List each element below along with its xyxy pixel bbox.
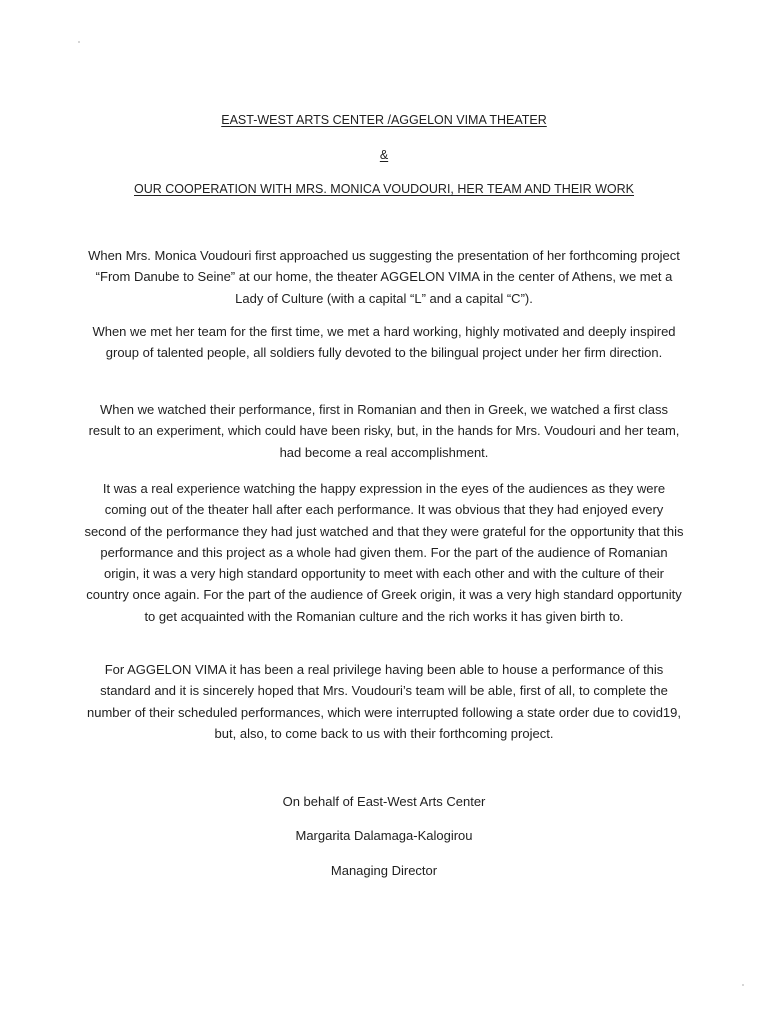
signature-name: Margarita Dalamaga-Kalogirou — [295, 828, 473, 843]
scan-speck — [78, 41, 80, 43]
heading-organization: EAST-WEST ARTS CENTER /AGGELON VIMA THEATER — [221, 113, 547, 127]
heading-subject: OUR COOPERATION WITH MRS. MONICA VOUDOURI, HER TEAM AND THEIR WORK — [133, 182, 635, 196]
scan-speck — [742, 984, 744, 986]
signature-title: Managing Director — [330, 863, 438, 878]
paragraph-team: When we met her team for the first time, we met a hard working, highly motivated and deeply inspired group of talented people, all soldiers fully devoted to the bilingual project under her firm direction. — [92, 324, 676, 361]
paragraph-audience: It was a real experience watching the happy expression in the eyes of the audiences as they were coming out of the theater hall after each performance. It was obvious that they had enjoyed every second of the performance they had just watched and that they were grateful for the opportunity that this performance and this project as a whole had given them. For the part of the audience of Romanian origin, it was a very high standard opportunity to meet with each other and with the culture of their country once again. For the part of the audience of Greek origin, it was a very high standard opportunity to get acquainted with the Romanian culture and the rich works it has given birth to. — [84, 481, 684, 624]
paragraph-closing: For AGGELON VIMA it has been a real privilege having been able to house a performance of this standard and it is sincerely hoped that Mrs. Voudouri’s team will be able, first of all, to complete the number of their scheduled performances, which were interrupted following a state order due to covid19, but, also, to come back to us with their forthcoming project. — [87, 662, 681, 741]
heading-ampersand: & — [379, 148, 389, 162]
signature-on-behalf: On behalf of East-West Arts Center — [282, 794, 486, 809]
paragraph-introduction: When Mrs. Monica Voudouri first approached us suggesting the presentation of her forthcoming project “From Danube to Seine” at our home, the theater AGGELON VIMA in the center of Athens, we met a Lady of Culture (with a capital “L” and a capital “C”). — [88, 248, 680, 306]
paragraph-performance: When we watched their performance, first in Romanian and then in Greek, we watched a first class result to an experiment, which could have been risky, but, in the hands for Mrs. Voudouri and her team, had become a real accomplishment. — [88, 402, 680, 460]
